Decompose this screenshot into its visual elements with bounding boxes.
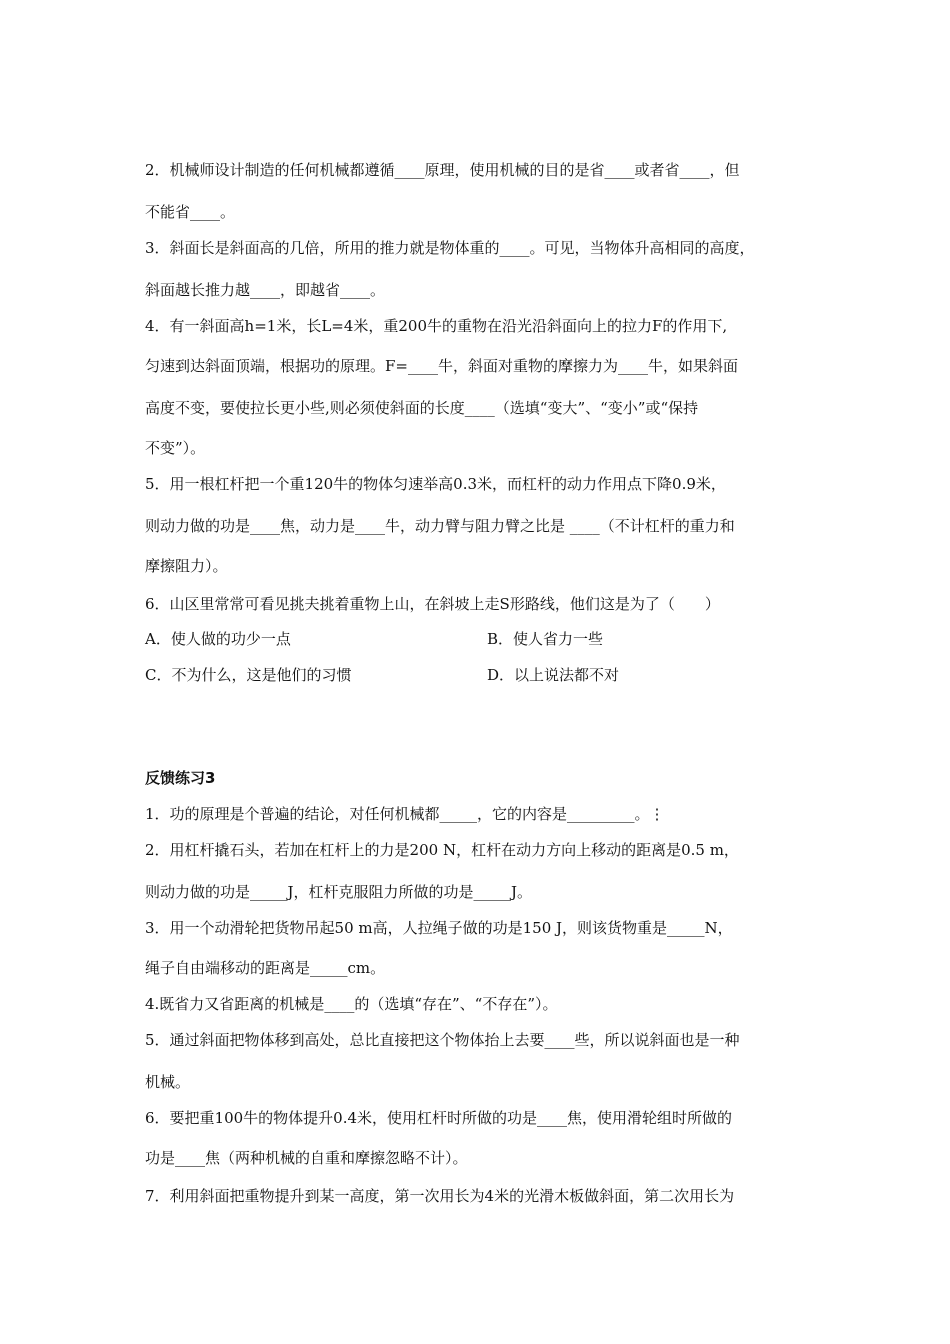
question-5-line-3: 摩擦阻力）。	[145, 557, 228, 575]
question-6-option-a: A．使人做的功少一点	[145, 630, 291, 648]
feedback-question-7-line-1: 7．利用斜面把重物提升到某一高度，第一次用长为4米的光滑木板做斜面，第二次用长为	[145, 1187, 735, 1205]
question-2-line-1: 2．机械师设计制造的任何机械都遵循____原理，使用机械的目的是省____或者省____，但	[145, 161, 740, 179]
question-4-line-2: 匀速到达斜面顶端，根据功的原理。F=____牛，斜面对重物的摩擦力为____牛，如果斜面	[145, 357, 738, 375]
question-6-option-c: C．不为什么，这是他们的习惯	[145, 666, 352, 684]
feedback-question-2-line-2: 则动力做的功是_____J，杠杆克服阻力所做的功是_____J。	[145, 883, 533, 901]
section-heading: 反馈练习3	[145, 769, 216, 787]
feedback-question-5-line-2: 机械。	[145, 1073, 191, 1091]
feedback-question-2-line-1: 2．用杠杆撬石头，若加在杠杆上的力是200 N，杠杆在动力方向上移动的距离是0.5 m，	[145, 841, 739, 859]
question-6-option-d: D．以上说法都不对	[487, 666, 620, 684]
question-6-option-b: B．使人省力一些	[487, 630, 604, 648]
question-5-line-1: 5．用一根杠杆把一个重120牛的物体匀速举高0.3米，而杠杆的动力作用点下降0.9米，	[145, 475, 726, 493]
question-3-line-2: 斜面越长推力越____，即越省____。	[145, 281, 386, 299]
feedback-question-4-line-1: 4.既省力又省距离的机械是____的（选填“存在”、“不存在”）。	[145, 995, 558, 1013]
feedback-question-6-line-1: 6．要把重100牛的物体提升0.4米，使用杠杆时所做的功是____焦，使用滑轮组时所做的	[145, 1109, 733, 1127]
question-4-line-4: 不变”）。	[145, 439, 206, 457]
feedback-question-6-line-2: 功是____焦（两种机械的自重和摩擦忽略不计）。	[145, 1149, 468, 1167]
feedback-question-5-line-1: 5．通过斜面把物体移到高处，总比直接把这个物体抬上去要____些，所以说斜面也是一种	[145, 1031, 740, 1049]
question-3-line-1: 3．斜面长是斜面高的几倍，所用的推力就是物体重的____。可见，当物体升高相同的高度，	[145, 239, 755, 257]
question-4-line-1: 4．有一斜面高h=1米，长L=4米，重200牛的重物在沿光沿斜面向上的拉力F的作用下,	[145, 317, 728, 335]
question-2-line-2: 不能省____。	[145, 203, 236, 221]
question-4-line-3: 高度不变，要使拉长更小些,则必须使斜面的长度____（选填“变大”、“变小”或“保持	[145, 399, 699, 417]
question-6-line-1: 6．山区里常常可看见挑夫挑着重物上山，在斜坡上走S形路线，他们这是为了（ ）	[145, 595, 720, 613]
feedback-question-3-line-2: 绳子自由端移动的距离是_____cm。	[145, 959, 386, 977]
question-5-line-2: 则动力做的功是____焦，动力是____牛，动力臂与阻力臂之比是 ____（不计杠杆的重力和	[145, 517, 735, 535]
feedback-question-3-line-1: 3．用一个动滑轮把货物吊起50 m高，人拉绳子做的功是150 J，则该货物重是_____N，	[145, 919, 733, 937]
feedback-question-1-line-1: 1．功的原理是个普遍的结论，对任何机械都_____，它的内容是_________。⋮	[145, 805, 665, 823]
